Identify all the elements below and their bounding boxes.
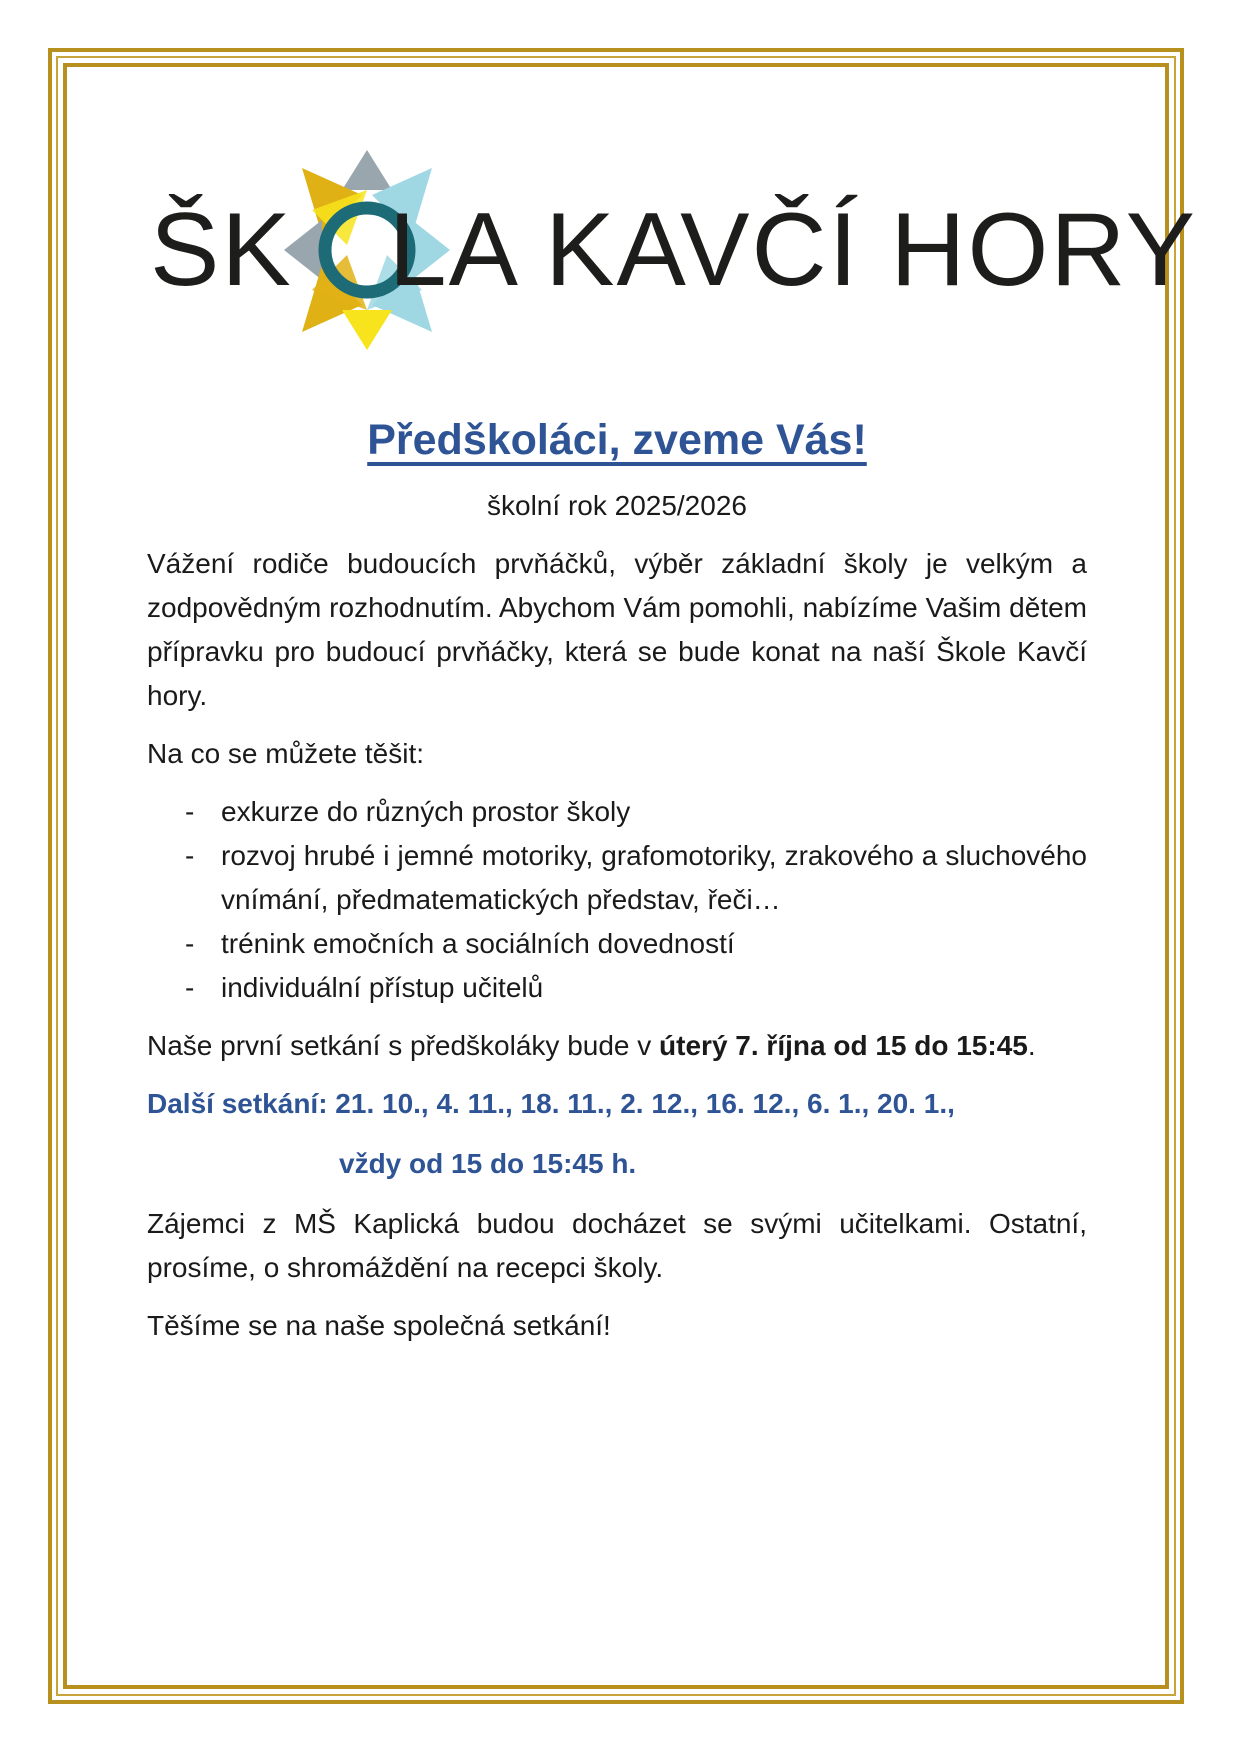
- logo-wordmark: [150, 190, 1197, 310]
- logo-text-suffix: LA KAVČÍ HORY: [388, 192, 1197, 308]
- first-meeting-suffix: .: [1027, 1030, 1036, 1061]
- list-item: - individuální přístup učitelů: [147, 966, 1087, 1010]
- page-title: Předškoláci, zveme Vás!: [367, 416, 867, 464]
- list-item: - rozvoj hrubé i jemné motoriky, grafomotoriky, zrakového a sluchového vnímání, předmatematických představ, řeči…: [147, 834, 1087, 922]
- first-meeting: [147, 1024, 1087, 1068]
- invitation-body: [147, 410, 1087, 1362]
- next-meetings: Další setkání: 21. 10., 4. 11., 18. 11., 2. 12., 16. 12., 6. 1., 20. 1.,: [147, 1088, 955, 1119]
- school-year: školní rok 2025/2026: [487, 490, 747, 521]
- logo-text-prefix: ŠK: [150, 192, 293, 308]
- closing-line: Těšíme se na naše společná setkání!: [147, 1310, 611, 1341]
- look-forward-heading: Na co se můžete těšit:: [147, 738, 425, 769]
- meeting-time: vždy od 15 do 15:45 h.: [339, 1148, 637, 1179]
- list-item: - trénink emočních a sociálních dovedností: [147, 922, 1087, 966]
- activities-list: [147, 790, 1087, 1010]
- school-logo: [150, 150, 1197, 350]
- list-item: - exkurze do různých prostor školy: [147, 790, 1087, 834]
- intro-paragraph: Vážení rodiče budoucích prvňáčků, výběr základní školy je velkým a zodpovědným rozhodnutím. Abychom Vám pomohli, nabízíme Vašim dětem přípravku pro budoucí prvňáčky, která se bude konat na naší Škole Kavčí hory.: [147, 548, 1087, 711]
- first-meeting-date: úterý 7. října od 15 do 15:45: [659, 1030, 1028, 1061]
- first-meeting-prefix: Naše první setkání s předškoláky bude v: [147, 1030, 660, 1061]
- pickup-paragraph: Zájemci z MŠ Kaplická budou docházet se svými učitelkami. Ostatní, prosíme, o shromáždění na recepci školy.: [147, 1208, 1087, 1283]
